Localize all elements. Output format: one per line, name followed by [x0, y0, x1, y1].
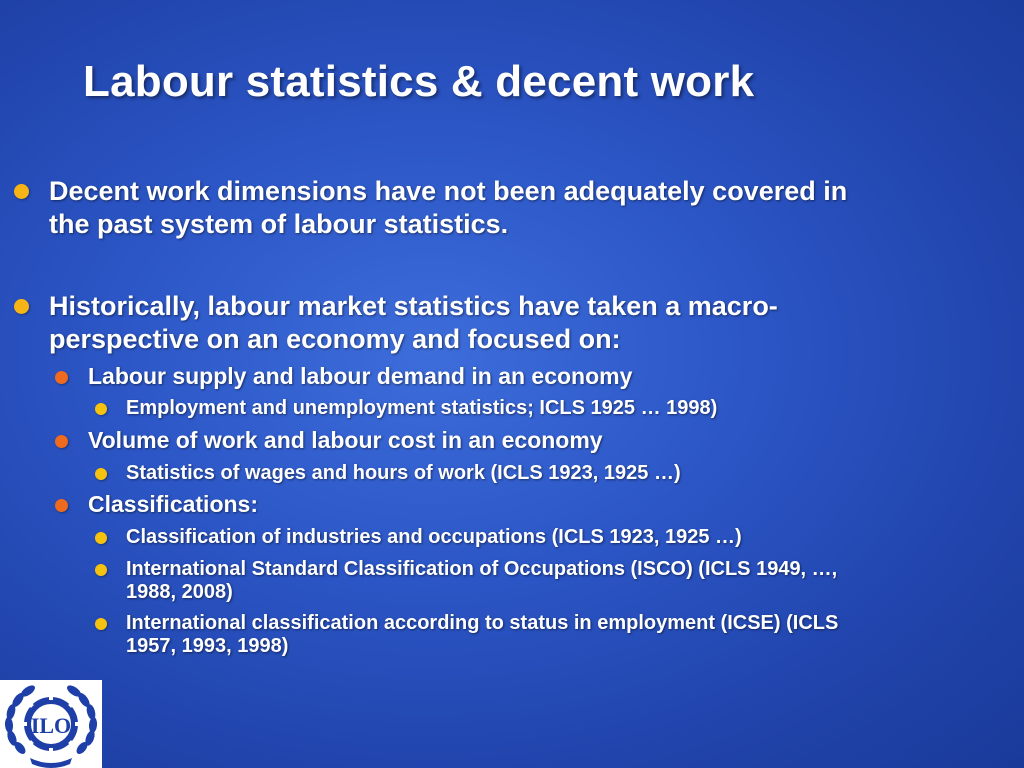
sub-sub-bullet-item [126, 558, 856, 604]
bullet-text: Classification of industries and occupations (ICLS 1923, 1925 …) [126, 526, 742, 548]
sub-sub-bullet-item [126, 526, 856, 549]
bullet-dot-icon [55, 371, 68, 384]
sub-bullet-item [88, 427, 848, 454]
bullet-dot-icon [95, 618, 107, 630]
bullet-dot-icon [95, 564, 107, 576]
bullet-dot-icon [95, 532, 107, 544]
sub-bullet-item [88, 491, 848, 518]
bullet-item [49, 290, 849, 356]
bullet-text: Statistics of wages and hours of work (ICLS 1923, 1925 …) [126, 462, 681, 484]
bullet-text: International classification according to status in employment (ICSE) (ICLS 1957, 1993, 1998) [126, 612, 839, 657]
ilo-logo [0, 680, 102, 768]
bullet-text: Classifications: [88, 491, 258, 517]
bullet-text: Decent work dimensions have not been adequately covered in the past system of labour statistics. [49, 176, 848, 239]
bullet-dot-icon [55, 435, 68, 448]
bullet-dot-icon [55, 499, 68, 512]
bullet-text: Historically, labour market statistics have taken a macro-perspective on an economy and focused on: [49, 291, 778, 354]
bullet-dot-icon [95, 468, 107, 480]
sub-sub-bullet-item [126, 397, 856, 420]
bullet-text: International Standard Classification of Occupations (ISCO) (ICLS 1949, …, 1988, 2008) [126, 558, 838, 603]
sub-sub-bullet-item [126, 462, 856, 485]
slide-title: Labour statistics & decent work [83, 57, 755, 106]
bullet-text: Labour supply and labour demand in an economy [88, 363, 633, 389]
bullet-dot-icon [14, 184, 29, 199]
ilo-emblem-icon [0, 680, 102, 768]
ilo-logo-text: ILO [30, 713, 72, 738]
sub-bullet-item [88, 363, 848, 390]
sub-sub-bullet-item [126, 612, 856, 658]
bullet-dot-icon [95, 403, 107, 415]
bullet-text: Employment and unemployment statistics; ICLS 1925 … 1998) [126, 397, 718, 419]
bullet-item [49, 175, 849, 241]
bullet-text: Volume of work and labour cost in an economy [88, 427, 603, 453]
bullet-dot-icon [14, 299, 29, 314]
